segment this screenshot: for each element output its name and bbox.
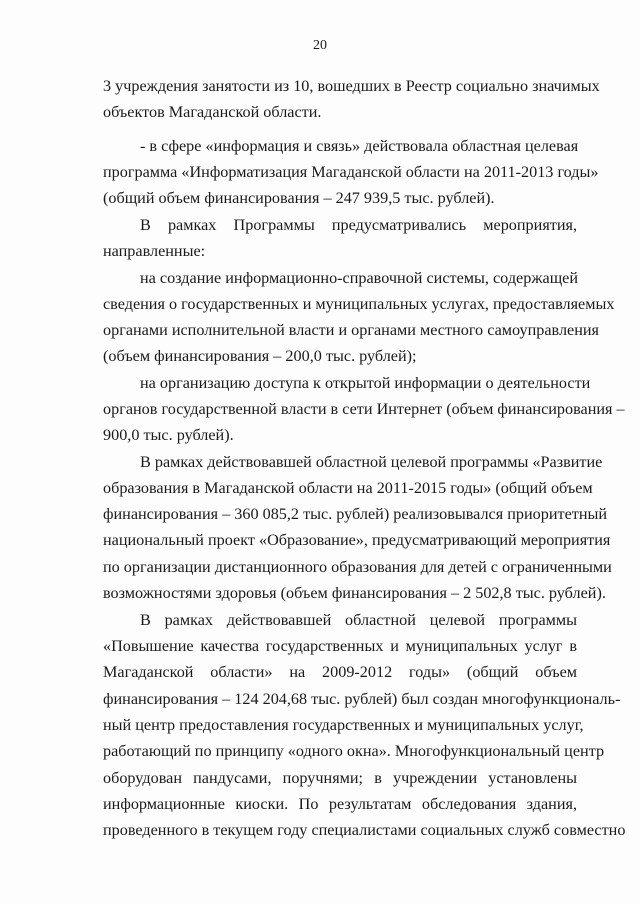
- text-line: по организации дистанционного образования для детей с ограниченными: [103, 558, 612, 576]
- text-line: (объем финансирования – 200,0 тыс. рублей);: [103, 347, 417, 365]
- text-line: направленные:: [103, 242, 206, 260]
- text-line: финансирования – 360 085,2 тыс. рублей) реализовывался приоритетный: [103, 505, 608, 523]
- text-line: сведения о государственных и муниципальных услугах, предоставляемых: [103, 295, 615, 313]
- text-line: возможностями здоровья (объем финансирования – 2 502,8 тыс. рублей).: [103, 584, 606, 602]
- text-line: финансирования – 124 204,68 тыс. рублей) был создан многофункциональ-: [103, 690, 621, 708]
- text-line: (общий объем финансирования – 247 939,5 тыс. рублей).: [103, 189, 495, 207]
- text-line: работающий по принципу «одного окна». Многофункциональный центр: [103, 742, 605, 760]
- text-line: В рамках действовавшей областной целевой программы: [140, 611, 577, 629]
- text-line: органами исполнительной власти и органами местного самоуправления: [103, 321, 599, 339]
- text-line: Магаданской области» на 2009-2012 годы» (общий объем: [103, 663, 577, 681]
- page-number: 20: [313, 38, 327, 53]
- text-line: ный центр предоставления государственных и муниципальных услуг,: [103, 716, 584, 734]
- text-line: на организацию доступа к открытой информации о деятельности: [140, 374, 591, 392]
- text-line: В рамках действовавшей областной целевой программы «Развитие: [140, 453, 603, 471]
- text-line: «Повышение качества государственных и муниципальных услуг в: [103, 637, 577, 655]
- text-line: проведенного в текущем году специалистами социальных служб совместно: [103, 821, 626, 839]
- text-line: программа «Информатизация Магаданской области на 2011-2013 годы»: [103, 163, 599, 181]
- text-line: оборудован пандусами, поручнями; в учреждении установлены: [103, 769, 577, 787]
- text-line: информационные киоски. По результатам обследования здания,: [103, 795, 577, 813]
- text-line: - в сфере «информация и связь» действовала областная целевая: [140, 137, 579, 155]
- text-line: 3 учреждения занятости из 10, вошедших в Реестр социально значимых: [103, 77, 600, 95]
- text-line: образования в Магаданской области на 2011-2015 годы» (общий объем: [103, 479, 593, 497]
- text-line: 900,0 тыс. рублей).: [103, 426, 234, 444]
- text-line: на создание информационно-справочной системы, содержащей: [140, 269, 579, 287]
- text-line: органов государственной власти в сети Интернет (объем финансирования –: [103, 400, 625, 418]
- text-line: В рамках Программы предусматривались мероприятия,: [140, 216, 577, 234]
- text-line: объектов Магаданской области.: [103, 103, 322, 121]
- text-line: национальный проект «Образование», предусматривающий мероприятия: [103, 531, 611, 549]
